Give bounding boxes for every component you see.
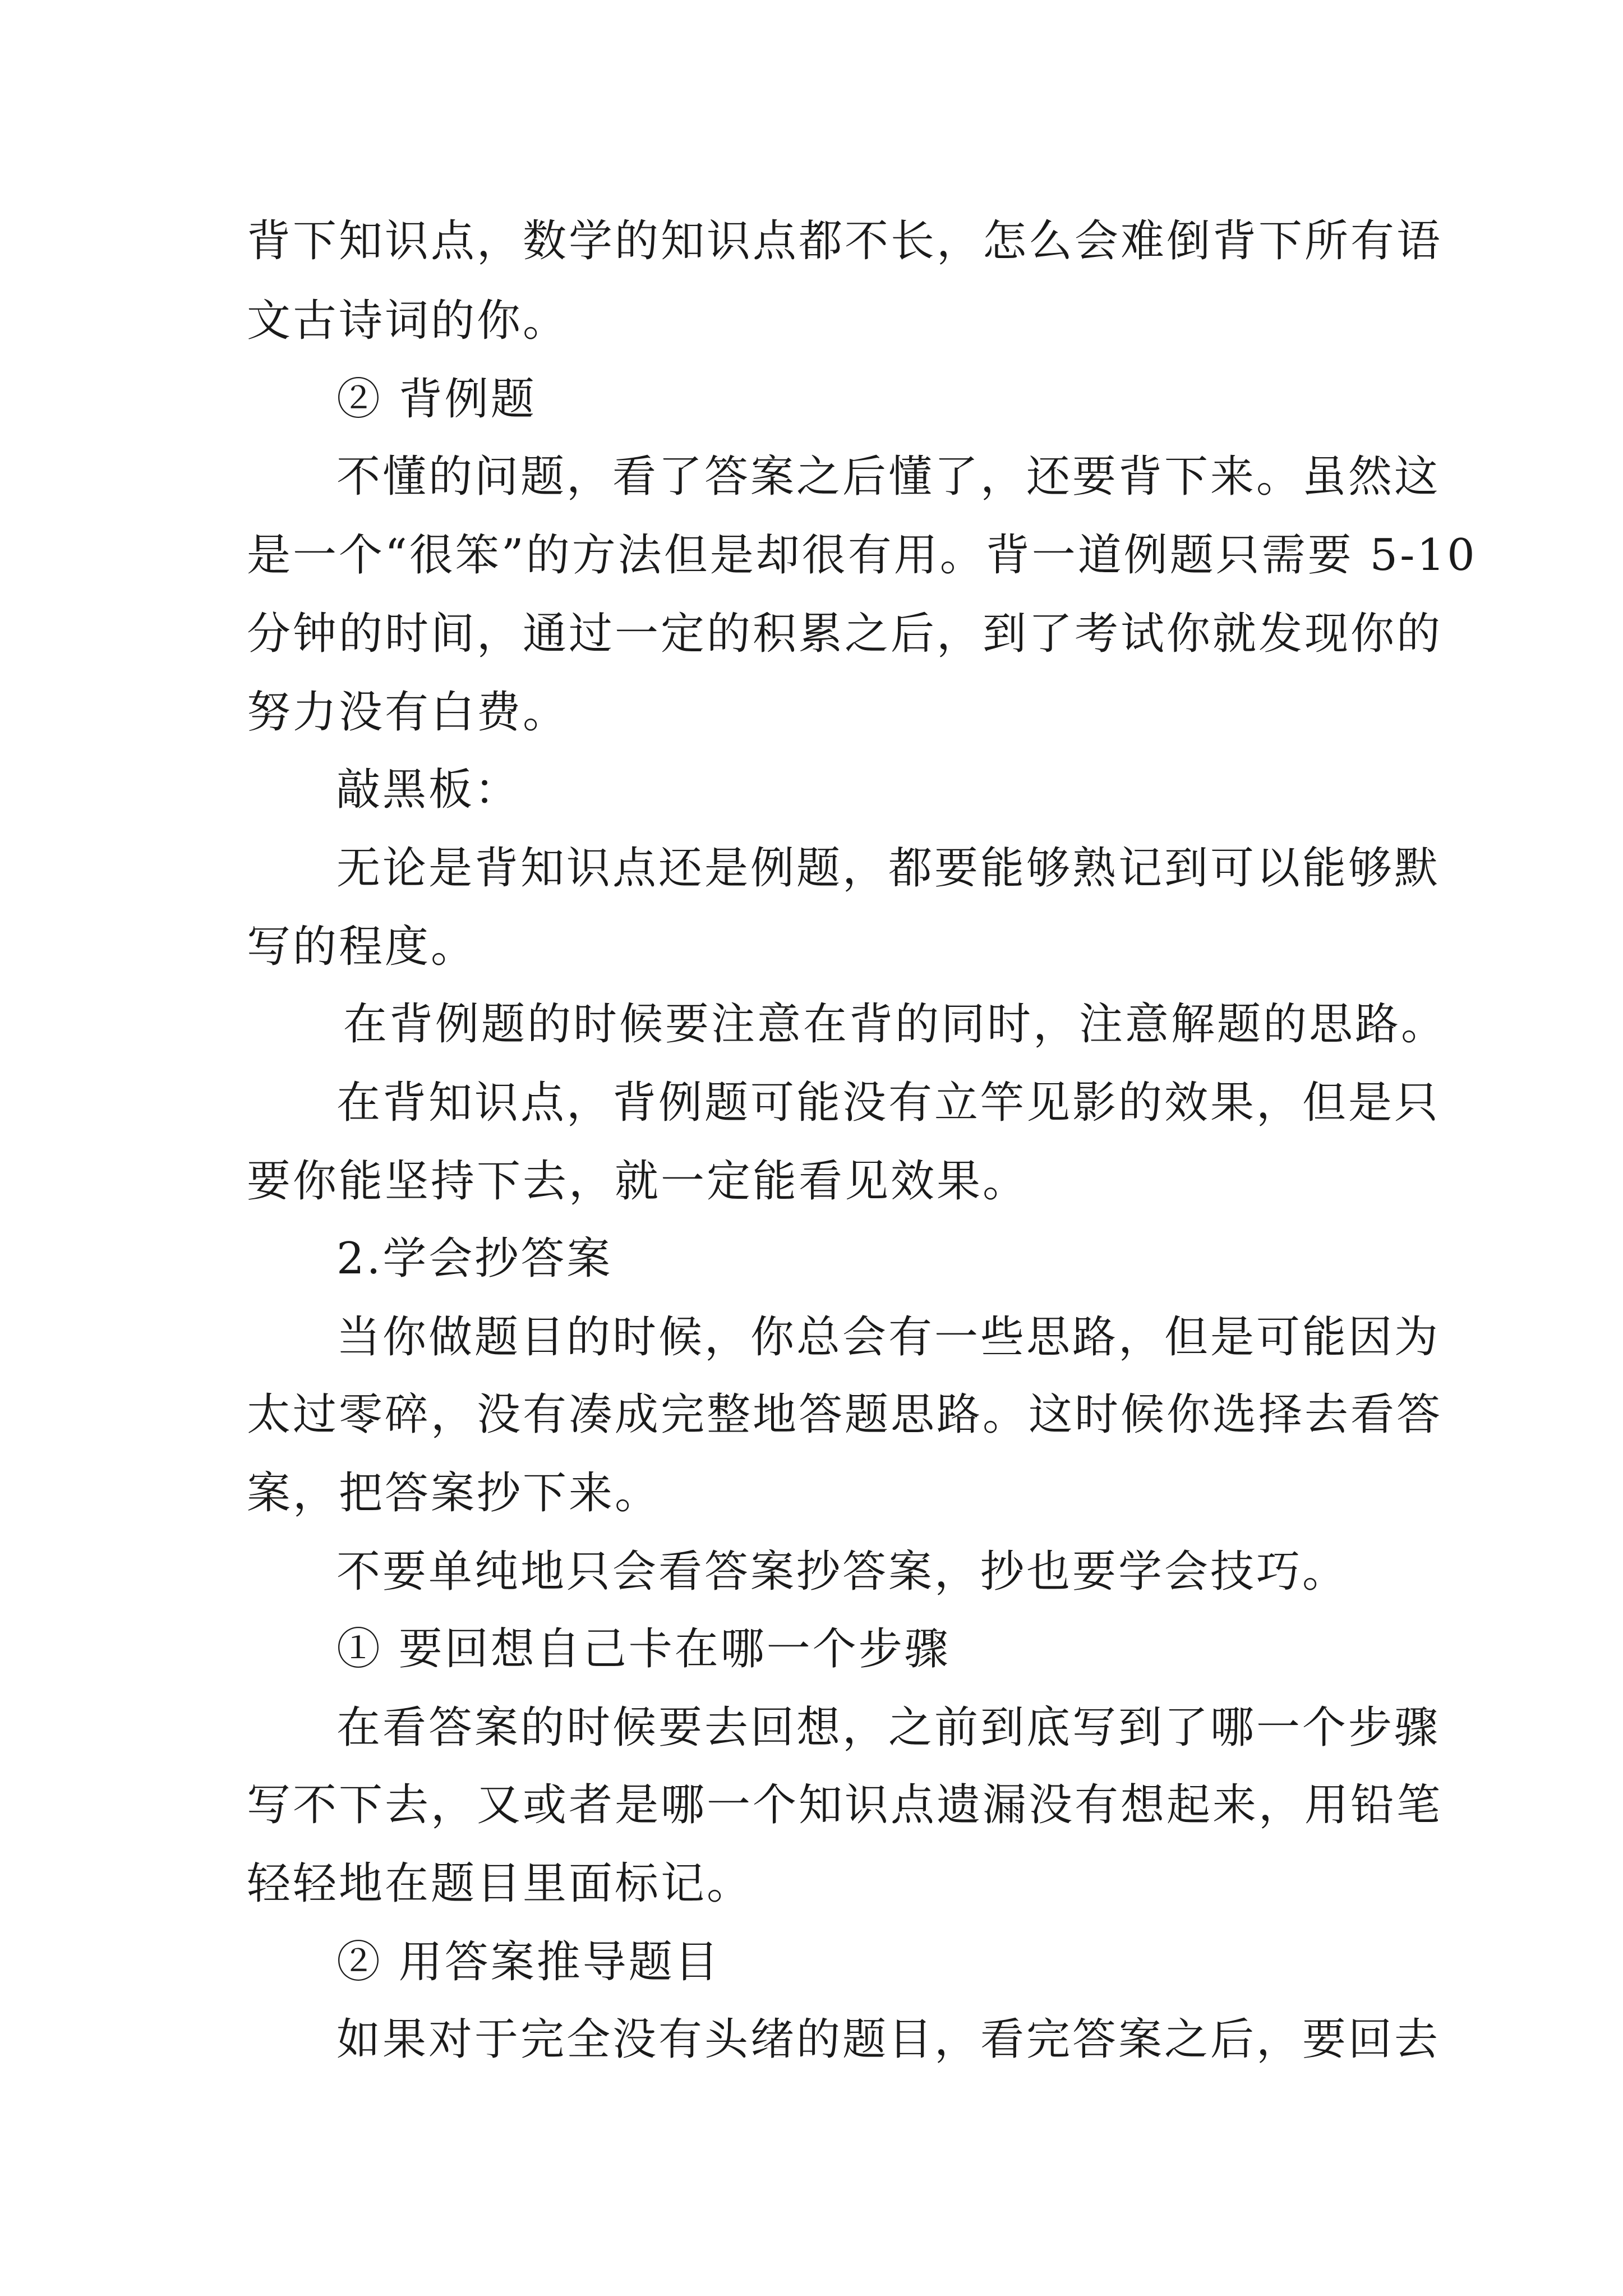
paragraph-line: 不懂的问题，看了答案之后懂了，还要背下来。虽然这 <box>336 452 1441 502</box>
section-heading: ② 用答案推导题目 <box>336 1937 721 1987</box>
paragraph-line: 写不下去，又或者是哪一个知识点遗漏没有想起来，用铅笔 <box>247 1780 1443 1830</box>
paragraph-line: 背下知识点，数学的知识点都不长，怎么会难倒背下所有语 <box>247 216 1443 266</box>
paragraph-line: 太过零碎，没有凑成完整地答题思路。这时候你选择去看答 <box>247 1389 1443 1440</box>
paragraph-line: 分钟的时间，通过一定的积累之后，到了考试你就发现你的 <box>247 609 1443 659</box>
section-heading: ② 背例题 <box>336 374 537 425</box>
paragraph-line: 不要单纯地只会看答案抄答案，抄也要学会技巧。 <box>336 1547 1349 1597</box>
paragraph-line: 无论是背知识点还是例题，都要能够熟记到可以能够默 <box>336 843 1441 894</box>
paragraph-line: 轻轻地在题目里面标记。 <box>247 1858 753 1909</box>
paragraph-line: 写的程度。 <box>247 922 477 972</box>
paragraph-line: 在背知识点，背例题可能没有立竿见影的效果，但是只 <box>336 1078 1441 1128</box>
paragraph-line: 在背例题的时候要注意在背的同时，注意解题的思路。 <box>343 999 1447 1050</box>
paragraph-line: 案，把答案抄下来。 <box>247 1468 661 1519</box>
section-heading: 2.学会抄答案 <box>336 1234 613 1284</box>
paragraph-line: 要你能坚持下去，就一定能看见效果。 <box>247 1156 1029 1207</box>
paragraph-line: 努力没有白费。 <box>247 687 569 738</box>
paragraph-line: 是一个“很笨”的方法但是却很有用。背一道例题只需要 5-10 <box>247 530 1477 581</box>
section-heading: 敲黑板： <box>336 765 521 815</box>
section-heading: ① 要回想自己卡在哪一个步骤 <box>336 1624 951 1674</box>
paragraph-line: 当你做题目的时候，你总会有一些思路，但是可能因为 <box>336 1312 1441 1363</box>
paragraph-line: 如果对于完全没有头绪的题目，看完答案之后，要回去 <box>336 2014 1441 2065</box>
paragraph-line: 文古诗词的你。 <box>247 296 569 346</box>
paragraph-line: 在看答案的时候要去回想，之前到底写到了哪一个步骤 <box>336 1703 1441 1753</box>
